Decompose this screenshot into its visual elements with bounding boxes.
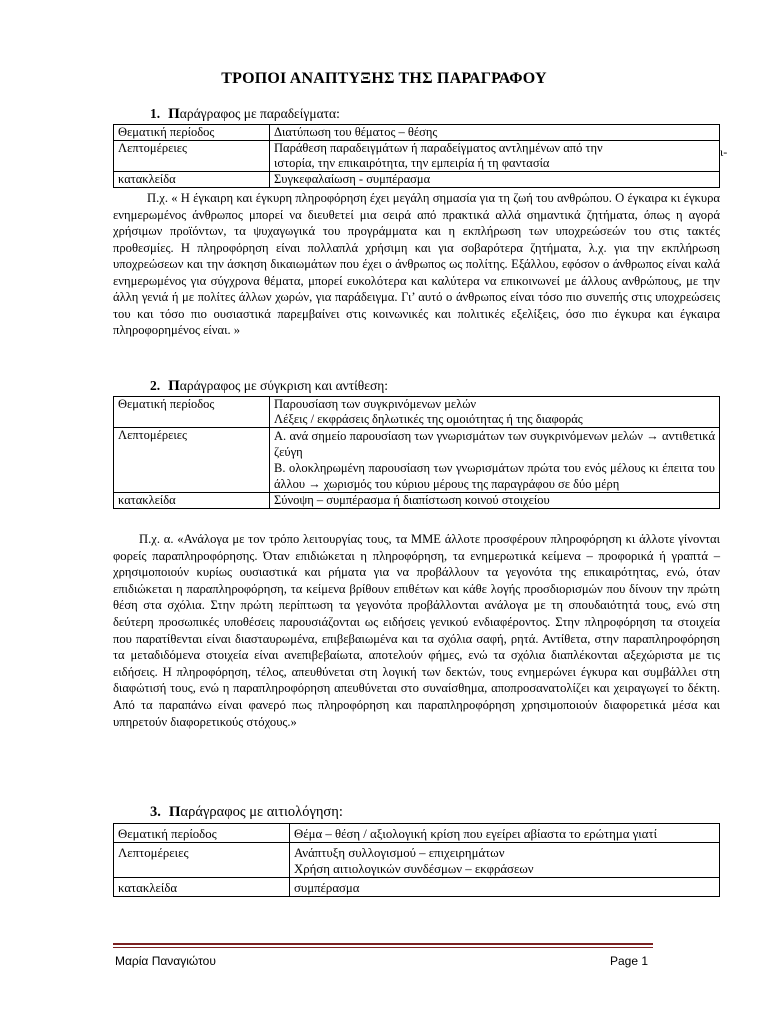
table-cell-line: Παρουσίαση των συγκρινόμενων μελών (274, 397, 477, 411)
table-cell-line: Χρήση αιτιολογικών συνδέσμων – εκφράσεων (294, 862, 534, 876)
table-cell-value (270, 397, 720, 428)
footer-rule-thin (113, 947, 653, 948)
section-2-example: Π.χ. α. «Ανάλογα με τον τρόπο λειτουργίας τους, τα ΜΜΕ άλλοτε προσφέρουν πληροφόρηση κι άλλοτε γίνονται φορείς παραπληροφόρησης. Όταν επιδιώκεται η πληροφόρηση, τα ενημερωτικά κείμενα – προφορικά ή γραπτά – χρησιμοποιούν κυρίως ουσιαστικά και ρήματα για να προβάλλουν τα γεγονότα της επικαιρότητας, ενώ, όταν επιδιώκεται η παραπληροφόρηση, τα κείμενα βρίθουν επιθέτων και κάθε λογής προσδιορισμών που δίνουν την πρώτη θέση στα σχόλια. Στην πρώτη περίπτωση τα γεγονότα προβάλλονται ανάλογα με τη σπουδαιότητά τους, ενώ στη δεύτερη προσωπικές υποθέσεις παρουσιάζονται ως ειδήσεις γενικού ενδιαφέροντος. Στην πληροφόρηση τα στοιχεία που παρατίθενται είναι διασταυρωμένα, επιβεβαιωμένα και τα σχόλια σαφή, ρητά. Αντίθετα, στην παραπληροφόρηση τα μεταδιδόμενα στοιχεία είναι ανεπιβεβαίωτα, αποτελούν φήμες, ενώ τα σχόλια διαπλέκονται αξεχώριστα με τις ειδήσεις. Η πληροφόρηση, τέλος, απευθύνεται στη λογική των δεκτών, τους ενημερώνει έγκυρα και συμβάλλει στη διαφώτισή τους, ενώ η παραπληροφόρηση απευθύνεται στο συναίσθημα, αποπροσανατολίζει και χειραγωγεί το δέκτη. Από τα παραπάνω είναι φανερό πως πληροφόρηση και παραπληροφόρηση χρησιμοποιούν διαφορετικά μέσα και υπηρετούν διαφορετικούς στόχους.» (113, 532, 720, 729)
section-3-number: 3. (150, 804, 161, 820)
section-1-heading-text: αράγραφος με παραδείγματα: (179, 106, 340, 121)
table-cell-line: Διατύπωση του θέματος – θέσης (274, 125, 438, 139)
table-row (114, 824, 720, 843)
table-cell-value (290, 843, 720, 878)
table-cell-line: Ανάπτυξη συλλογισμού – επιχειρημάτων (294, 846, 505, 860)
table-cell-value (270, 125, 720, 141)
page-title: ΤΡΟΠΟΙ ΑΝΑΠΤΥΞΗΣ ΤΗΣ ΠΑΡΑΓΡΑΦΟΥ (221, 70, 547, 87)
table-cell-line: ιστορία, την επικαιρότητα, την εμπειρία ή τη φαντασία (274, 156, 550, 170)
section-2-first-letter: Π (168, 378, 180, 394)
table-cell-label: Λεπτομέρειες (114, 428, 270, 493)
table-cell-label: Θεματική περίοδος (114, 397, 270, 428)
table-cell-value (270, 141, 720, 172)
section-3-table (113, 823, 720, 897)
table-cell-label: κατακλείδα (114, 172, 270, 188)
table-cell-line: Λέξεις / εκφράσεις δηλωτικές της ομοιότητας ή της διαφοράς (274, 412, 583, 426)
table-cell-line: Σύνοψη – συμπέρασμα ή διαπίστωση κοινού στοιχείου (274, 493, 550, 507)
section-1-example: Π.χ. « Η έγκαιρη και έγκυρη πληροφόρηση έχει μεγάλη σημασία για τη ζωή του ανθρώπου. Ο έγκαιρα κι έγκυρα ενημερωμένος άνθρωπος μπορεί να διευθετεί μια σειρά από πρακτικά αλλά σημαντικά ζητήματα, όπως η αγορά χρήσιμων προϊόντων, τα ψυχαγωγικά του προγράμματα και η εκπλήρωση των υποχρεώσεών του στις τακτές προθεσμίες. Η πληροφόρηση είναι πολλαπλά χρήσιμη και για σοβαρότερα ζητήματα, λ.χ. για την εκπλήρωση υποχρεώσεων και την άσκηση δικαιωμάτων που έχει ο άνθρωπος ως πολίτης. Εξάλλου, εφόσον ο άνθρωπος είναι καλά ενημερωμένος για σύγχρονα θέματα, μπορεί ευκολότερα και καλύτερα να επικοινωνεί με άλλους ανθρώπους, με την άλλη γενιά ή με πολίτες άλλων χωρών, για παράδειγμα. Γι’ αυτό ο άνθρωπος είναι τόσο πιο συνεπής στις υποχρεώσεις του και τόσο πιο ουσιαστικά παρεμβαίνει στις κοινωνικές και πολιτικές εξελίξεις, όσο πιο έγκυρα και έγκαιρα πληροφορημένος είναι. » (113, 191, 720, 337)
section-1-first-letter: Π (168, 106, 180, 122)
table-cell-label: Λεπτομέρειες (114, 843, 290, 878)
table-row (114, 172, 720, 188)
table-cell-line: συμπέρασμα (294, 881, 360, 895)
table-cell-label: Θεματική περίοδος (114, 824, 290, 843)
table-cell-line: Α. ανά σημείο παρουσίαση των γνωρισμάτων των συγκρινόμενων μελών → αντιθετικά ζεύγη (274, 429, 715, 459)
table-cell-value (290, 878, 720, 897)
table-row (114, 397, 720, 428)
table-cell-value (270, 172, 720, 188)
table-row (114, 493, 720, 509)
table-row (114, 843, 720, 878)
table-cell-value (270, 428, 720, 493)
table-cell-value (290, 824, 720, 843)
section-2-heading (150, 378, 388, 395)
table-cell-label: Θεματική περίοδος (114, 125, 270, 141)
section-2-number: 2. (150, 378, 161, 393)
table-row (114, 878, 720, 897)
table-cell-label: κατακλείδα (114, 878, 290, 897)
table-cell-line: Παράθεση παραδειγμάτων ή παραδείγματος αντλημένων από την (274, 141, 603, 155)
table-row (114, 141, 720, 172)
table-cell-line: Β. ολοκληρωμένη παρουσίαση των γνωρισμάτων πρώτα του ενός μέλους κι έπειτα του άλλου → χωρισμός του κύριου μέρους της παραγράφου σε δύο μέρη (274, 461, 715, 491)
table-cell-line: Συγκεφαλαίωση - συμπέρασμα (274, 172, 431, 186)
section-3-heading-text: αράγραφος με αιτιολόγηση: (180, 804, 343, 820)
table-cell-label: κατακλείδα (114, 493, 270, 509)
section-3-heading (150, 804, 343, 821)
footer-page-number: Page 1 (610, 954, 649, 968)
table-row (114, 428, 720, 493)
section-1-number: 1. (150, 106, 161, 121)
overflow-fragment: ι- (720, 145, 728, 159)
table-cell-value (270, 493, 720, 509)
section-2-heading-text: αράγραφος με σύγκριση και αντίθεση: (179, 378, 389, 393)
table-row (114, 125, 720, 141)
section-1-heading (150, 106, 340, 123)
footer-rule (113, 943, 653, 945)
section-3-first-letter: Π (168, 804, 181, 820)
section-2-table (113, 396, 720, 509)
footer-author: Μαρία Παναγιώτου (115, 954, 216, 968)
table-cell-line: Θέμα – θέση / αξιολογική κρίση που εγείρει αβίαστα το ερώτημα γιατί (294, 827, 658, 841)
section-1-table (113, 124, 720, 188)
table-cell-label: Λεπτομέρειες (114, 141, 270, 172)
